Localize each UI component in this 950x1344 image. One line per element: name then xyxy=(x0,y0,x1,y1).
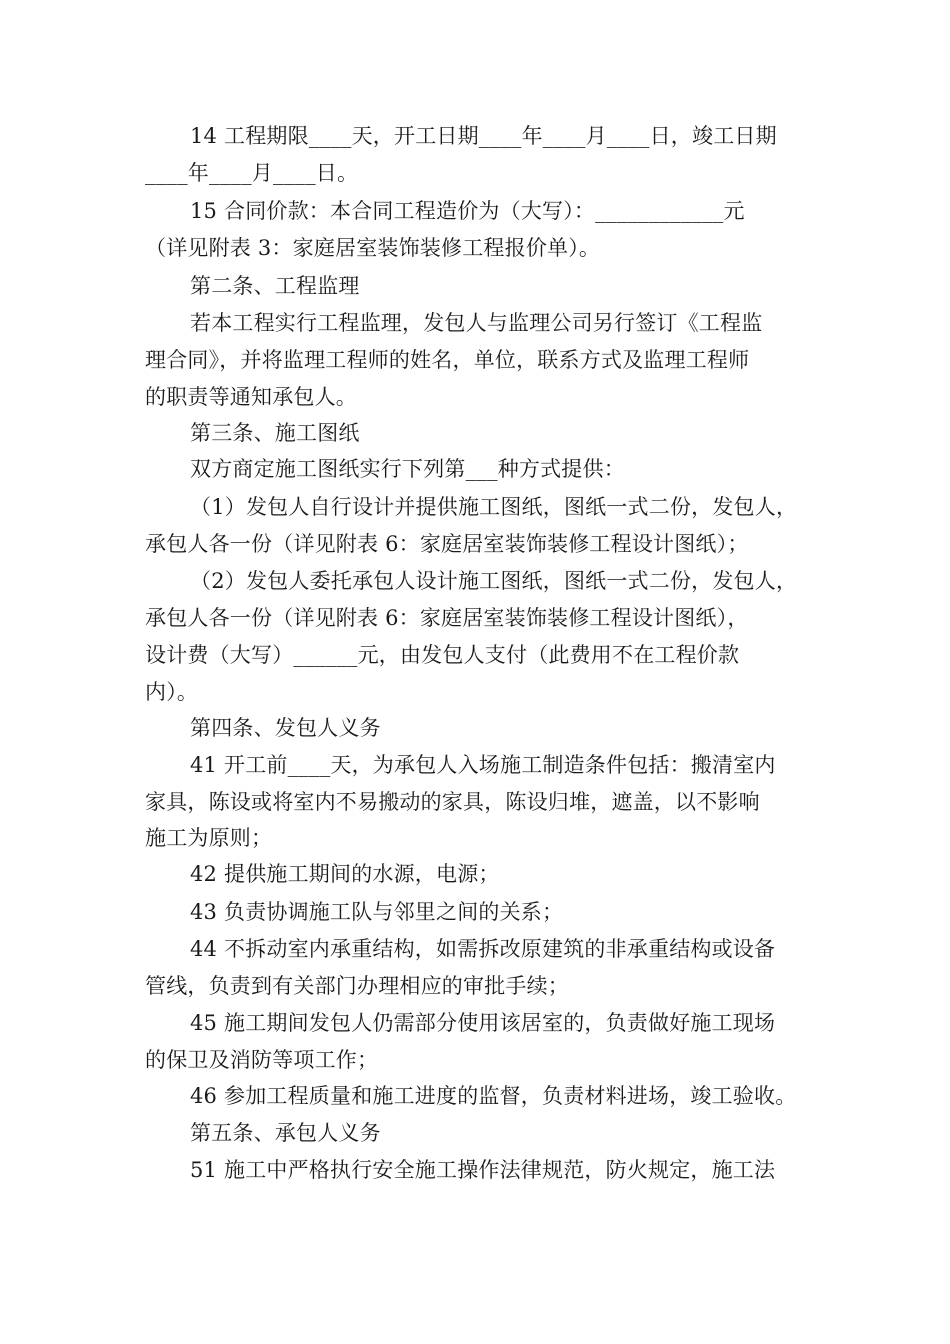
clause-44-line-2: 管线，负责到有关部门办理相应的审批手续； xyxy=(145,974,569,998)
clause-41-line-1: 41 开工前____天，为承包人入场施工制造条件包括：搬清室内 xyxy=(190,753,776,777)
clause-15-line-1: 15 合同价款：本合同工程造价为（大写）：____________元 xyxy=(190,199,745,223)
article-2-heading: 第二条、工程监理 xyxy=(190,274,360,298)
clause-15-line-2: （详见附表 3：家庭居室装饰装修工程报价单）。 xyxy=(145,236,601,260)
clause-42: 42 提供施工期间的水源，电源； xyxy=(190,862,500,886)
clause-14-line-1: 14 工程期限____天，开工日期____年____月____日，竣工日期 xyxy=(190,124,777,148)
option-2-line-4: 内）。 xyxy=(145,680,199,704)
clause-45-line-2: 的保卫及消防等项工作； xyxy=(145,1048,379,1072)
option-2-line-2: 承包人各一份（详见附表 6：家庭居室装饰装修工程设计图纸）， xyxy=(145,606,749,630)
clause-45-line-1: 45 施工期间发包人仍需部分使用该居室的，负责做好施工现场 xyxy=(190,1011,776,1035)
article-2-para-line-1: 若本工程实行工程监理，发包人与监理公司另行签订《工程监 xyxy=(190,311,763,335)
option-2-line-3: 设计费（大写）______元，由发包人支付（此费用不在工程价款 xyxy=(145,643,740,667)
article-3-intro: 双方商定施工图纸实行下列第___种方式提供： xyxy=(190,457,625,481)
article-4-heading: 第四条、发包人义务 xyxy=(190,716,381,740)
article-3-heading: 第三条、施工图纸 xyxy=(190,421,360,445)
clause-46: 46 参加工程质量和施工进度的监督，负责材料进场，竣工验收。 xyxy=(190,1084,797,1108)
option-1-line-2: 承包人各一份（详见附表 6：家庭居室装饰装修工程设计图纸）； xyxy=(145,532,749,556)
article-5-heading: 第五条、承包人义务 xyxy=(190,1121,381,1145)
article-2-para-line-2: 理合同》，并将监理工程师的姓名，单位，联系方式及监理工程师 xyxy=(145,348,750,372)
article-2-para-line-3: 的职责等通知承包人。 xyxy=(145,385,357,409)
clause-14-line-2: ____年____月____日。 xyxy=(145,161,359,185)
clause-41-line-3: 施工为原则； xyxy=(145,826,273,850)
option-1-line-1: （1）发包人自行设计并提供施工图纸，图纸一式二份，发包人， xyxy=(190,495,798,519)
clause-44-line-1: 44 不拆动室内承重结构，如需拆改原建筑的非承重结构或设备 xyxy=(190,937,776,961)
option-2-line-1: （2）发包人委托承包人设计施工图纸，图纸一式二份，发包人， xyxy=(190,569,798,593)
clause-51-line-1: 51 施工中严格执行安全施工操作法律规范，防火规定，施工法 xyxy=(190,1158,776,1182)
clause-41-line-2: 家具，陈设或将室内不易搬动的家具，陈设归堆，遮盖，以不影响 xyxy=(145,790,760,814)
clause-43: 43 负责协调施工队与邻里之间的关系； xyxy=(190,900,564,924)
